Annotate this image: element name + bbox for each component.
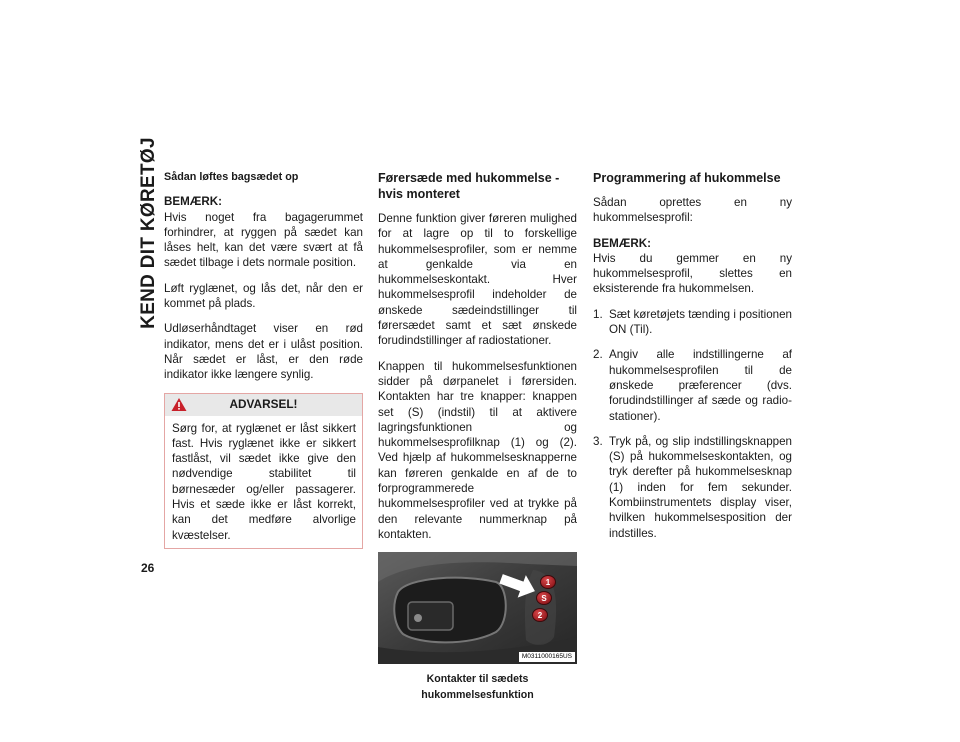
column-1 <box>164 170 363 549</box>
note-text: Hvis noget fra bagagerummet forhindrer, at ryggen på sædet kan låses helt, kan det være svært at få sædet tilbage i dets normale position. <box>164 210 363 270</box>
steps-list <box>593 307 792 541</box>
step-number: 3. <box>593 434 603 448</box>
list-item <box>593 434 792 541</box>
list-item <box>593 347 792 423</box>
note-text: Hvis du gemmer en ny hukommelsesprofil, slettes en eksisterende fra hukommelsen. <box>593 251 792 296</box>
column-3 <box>593 170 792 551</box>
memory-button-2-label: 2 <box>537 611 543 621</box>
paragraph: Sådan oprettes en ny hukommelsesprofil: <box>593 196 792 225</box>
warning-title: ADVARSEL! <box>229 396 298 411</box>
memory-switch-photo <box>378 552 577 664</box>
section-heading: Programmering af hukommelse <box>593 171 781 185</box>
column-2 <box>378 170 577 703</box>
warning-text: Sørg for, at ryglænet er låst sikkert fast. Hvis ryglænet ikke er sikkert fastlåst, vil sædet ikke give den nødvendige stabilitet til børnesæder og/eller passagerer. Hvis et sæde ikke er låst korrekt, kan det medføre alvorlige kvæstelser. <box>172 421 356 542</box>
step-text: Angiv alle indstillingerne af hukommelsesprofilen til de ønskede præferencer (dvs. forudindstillinger af sæde og radiostationer). <box>609 348 792 423</box>
figure-code: M0311000165US <box>519 652 575 662</box>
figure-caption: Kontakter til sædets hukommelsesfunktion <box>421 673 534 701</box>
warning-box <box>164 393 363 549</box>
subheading: Sådan løftes bagsædet op <box>164 171 299 183</box>
memory-button-set-label: S <box>541 594 547 604</box>
step-text: Tryk på, og slip indstillingsknappen (S) på hukommelseskontakten, og tryk derefter på hukommelsesknap (1) inden for fem sekunder. Kombiinstrumentets display viser, hvilken hukommelsesposition der indstilles. <box>609 434 792 540</box>
section-side-tab <box>138 137 160 329</box>
step-number: 2. <box>593 348 603 362</box>
warning-header <box>165 394 362 416</box>
note-heading: BEMÆRK: <box>593 236 651 250</box>
memory-button-set <box>534 590 554 606</box>
step-text: Sæt køretøjets tænding i positionen ON (Til). <box>609 307 793 337</box>
memory-button-1-label: 1 <box>545 578 551 588</box>
paragraph: Løft ryglænet, og lås det, når den er kommet på plads. <box>164 281 363 311</box>
paragraph: Knappen til hukommelsesfunktionen sidder på dørpanelet i førersiden. Kontakten har tre knapper: knappen set (S) (indstil) til at aktivere lagringsfunktionen og hukommelsesprofilknap (1) og (2). Ved hjælp af hukommelsesknapperne kan føreren genkalde en af de to forprogrammerede hukommelsesprofiler ved at trykke på den relevante nummerknap på kontakten. <box>378 359 577 541</box>
page-number: 26 <box>141 561 155 575</box>
paragraph: Denne funktion giver føreren mulighed for at lagre op til to forskellige hukommelsesprofiler, som er nemme at genkalde via en hukommelseskontakt. Hver hukommelsesprofil indeholder de ønskede sædeindstillinger til førersædet samt et sæt ønskede forudindstillinger af radiostationer. <box>378 212 577 348</box>
note-heading: BEMÆRK: <box>164 195 222 209</box>
memory-button-1 <box>538 574 558 590</box>
step-number: 1. <box>593 307 603 321</box>
section-title: KEND DIT KØRETØJ <box>138 137 159 329</box>
arrow-icon <box>498 570 538 600</box>
memory-button-2 <box>530 607 550 623</box>
paragraph: Udløserhåndtaget viser en rød indikator, mens det er i ulåst position. Når sædet er låst, er den røde indikator ikke længere synlig. <box>164 322 363 382</box>
list-item <box>593 307 792 338</box>
section-heading: Førersæde med hukommelse - hvis monteret <box>378 171 560 201</box>
